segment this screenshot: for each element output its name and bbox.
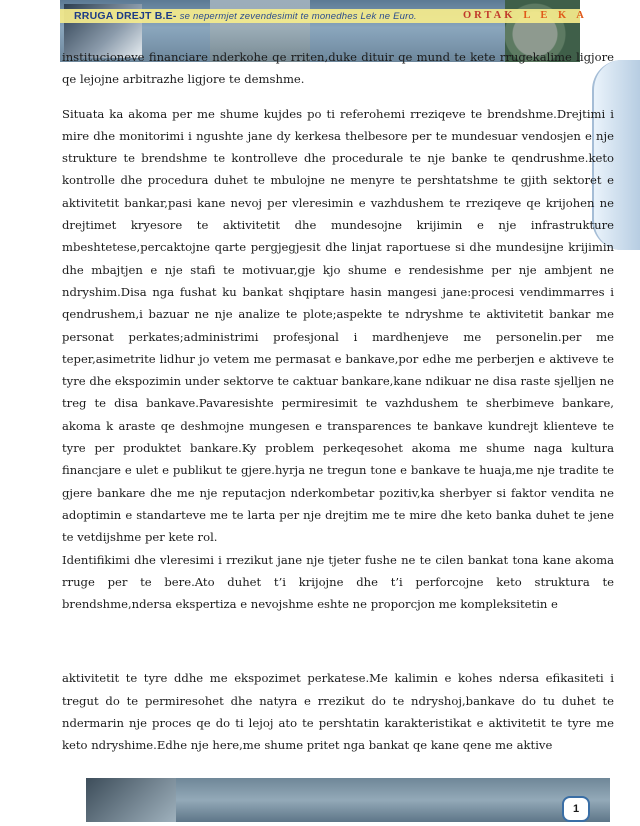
footer-left-image [86, 778, 176, 822]
header-slogan-rest: se nepermjet zevendesimit te monedhes Lek ne Euro. [179, 11, 417, 22]
header-brand [463, 10, 588, 21]
footer-banner [86, 778, 610, 822]
page-number: 1 [562, 796, 590, 822]
paragraph-2: Situata ka akoma per me shume kujdes po ti referohemi rreziqeve te brendshme.Drejtimi i mire dhe monitorimi i ngushte jane dy kerkesa thelbesore per te mundesuar vendosjen e nje strukture te brendshme te kontrolleve dhe procedurale te nje banke te qendrushme.keto kontrolle dhe procedura duhet te mbulojne ne menyre te pershtatshme te gjith sektoret e aktivitetit bankar,pasi kane nevoj per vleresimin e vazhdushem te rreziqeve qe krijohen ne drejtimet kryesore te aktivitetit dhe mundesojne krijimin e nje infrastrukture mbeshtetese,percaktojne qarte pergjegjesit dhe linjat raportuese si dhe mundesijne krijimin dhe mbajtjen e nje stafi te motivuar,gje kjo shume e rendesishme per nje ambjent ne ndryshim.Disa nga fushat ku bankat shqiptare hasin mangesi jane:procesi vendimmarres i qendrushem,i bazuar ne nje analize te plote;aspekte te ndryshme te aktivitetit bankar me personat perkates;administrimi profesjonal i mardhenjeve me personelin.per me teper,asimetrite lidhur jo vetem me permasat e bankave,por edhe me perberjen e aktiveve te tyre dhe ekspozimin under sektorve te caktuar bankare,kane ndikuar ne disa raste sjelljen ne treg te disa bankave.Pavaresishte permiresimit te vazhdushem te sherbimeve bankare, akoma k araste qe deshmojne mungesen e transparences te bankave kundrejt klienteve te tyre per produktet bankare.Ky problem perkeqesohet akoma me shume naga kultura financjare e ulet e publikut te gjere.hyrja ne tregun tone e bankave te huaja,me nje tradite te gjere bankare dhe me nje reputacjon nderkombetar pozitiv,ka sherbyer si faktor vendita ne adoptimin e standarteve me te larta per nje drejtim me te mire dhe keto banka duhet te jene te vetdijshme per kete rol. [62, 106, 614, 545]
paragraph-3: Identifikimi dhe vleresimi i rrezikut jane nje tjeter fushe ne te cilen bankat tona kane akoma rruge per te bere.Ato duhet t’i krijojne dhe t’i perforcojne keto struktura te brendshme,ndersa ekspertiza e nevojshme eshte ne proporcjon me kompleksitetin e [62, 552, 614, 612]
header-brand-name: ORTAK [463, 10, 516, 21]
paragraph-spacer [62, 615, 614, 667]
paragraph-4: aktivitetit te tyre ddhe me ekspozimet perkatese.Me kalimin e kohes ndersa efikasiteti i tregut do te permiresohet dhe natyra e rrezikut do te ndryshoj,bankave do tu duhet te ndermarin nje proces qe do ti lejoj ato te pershtatin karakteristikat e aktivitetit te tyre me keto ndryshime.Edhe nje here,me shume pritet nga bankat qe kane qene me aktive [62, 671, 614, 753]
header-slogan-bold: RRUGA DREJT B.E- [74, 10, 177, 22]
header-brand-sub: L E K A [523, 10, 588, 21]
document-body [62, 46, 614, 757]
paragraph-1: institucioneve financiare nderkohe qe rriten,duke dituir qe mund te kete rrugekalime ligjore qe lejojne arbitrazhe ligjore te demshme. [62, 50, 614, 87]
paragraph-spacer [62, 91, 614, 103]
header-slogan [74, 10, 417, 22]
